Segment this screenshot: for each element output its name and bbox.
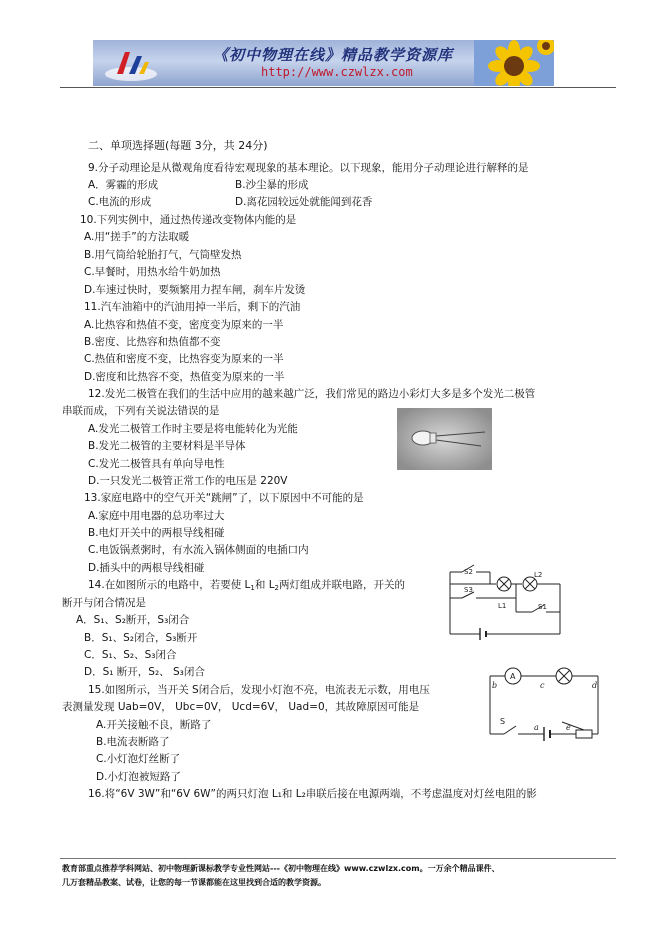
banner-title: 《初中物理在线》精品教学资源库	[213, 46, 454, 64]
q14-stem-part1: 14.在如图所示的电路中，若要使 L	[88, 579, 251, 591]
q14-stem-line2: 断开与闭合情况是	[62, 597, 146, 609]
q14-stem-line1	[88, 578, 405, 595]
q14-sub-1: 1	[250, 584, 255, 592]
q13-option-c: C.电饭锅煮粥时，有水流入锅体侧面的电插口内	[88, 544, 309, 556]
q14-label-l2: L2	[534, 571, 543, 579]
sunflower-icon	[474, 40, 554, 86]
q9-stem: 9.分子动理论是从微观角度看待宏观现象的基本理论。以下现象，能用分子动理论进行解释的是	[88, 162, 529, 174]
q15-label-c: c	[540, 681, 545, 690]
q12-stem-line1: 12.发光二极管在我们的生活中应用的越来越广泛，我们常见的路边小彩灯大多是多个发光二极管	[88, 388, 536, 400]
q15-option-a: A.开关接触不良，断路了	[96, 719, 212, 731]
q14-option-c: C．S₁、S₂、S₃闭合	[84, 649, 177, 661]
q13-option-d: D.插头中的两根导线相碰	[88, 562, 205, 574]
q10-option-b: B.用气筒给轮胎打气，气筒壁发热	[84, 249, 242, 261]
footer-line-2: 几万套精品教案、试卷，让您的每一节课都能在这里找到合适的教学资源。	[62, 878, 326, 887]
q11-option-a: A.比热容和热值不变，密度变为原来的一半	[84, 319, 284, 331]
q15-option-d: D.小灯泡被短路了	[96, 771, 181, 783]
q15-circuit-diagram	[476, 662, 606, 746]
q12-option-b: B.发光二极管的主要材料是半导体	[88, 440, 246, 452]
section-title: 二、单项选择题(每题 3分，共 24分)	[88, 139, 268, 152]
q9-option-d: D.离花园较远处就能闻到花香	[235, 196, 373, 208]
q16-stem: 16.将“6V 3W”和“6V 6W”的两只灯泡 L₁和 L₂串联后接在电源两端，不考虑温度对灯丝电阻的影	[88, 788, 537, 800]
q14-label-s2: S2	[464, 568, 473, 576]
q13-option-b: B.电灯开关中的两根导线相碰	[88, 527, 225, 539]
q15-label-d: d	[592, 681, 598, 690]
footer-line-1: 教育部重点推荐学科网站、初中物理新课标教学专业性网站---《初中物理在线》www.czwlzx.com。一万余个精品课件、	[62, 864, 500, 873]
q12-option-c: C.发光二极管具有单向导电性	[88, 458, 225, 470]
q14-stem-part3: 两灯组成并联电路，开关的	[279, 579, 406, 591]
q14-label-s3: S3	[464, 586, 473, 594]
q15-ammeter-label: A	[510, 672, 516, 681]
q14-option-b: B．S₁、S₂闭合，S₃断开	[84, 632, 198, 644]
q15-option-b: B.电流表断路了	[96, 736, 170, 748]
q11-option-d: D.密度和比热容不变，热值变为原来的一半	[84, 371, 285, 383]
q10-stem: 10.下列实例中，通过热传递改变物体内能的是	[80, 214, 297, 226]
q15-stem-line1: 15.如图所示，当开关 S闭合后，发现小灯泡不亮，电流表无示数，用电压	[88, 684, 430, 696]
q14-circuit-diagram	[442, 562, 567, 640]
q11-option-b: B.密度、比热容和热值都不变	[84, 336, 221, 348]
q14-stem-part2: 和 L	[254, 579, 275, 591]
q15-label-e: e	[566, 723, 571, 732]
q9-option-a: A．雾霾的形成	[88, 179, 159, 191]
banner-url[interactable]: http://www.czwlzx.com	[261, 65, 413, 79]
q15-label-s: S	[500, 717, 506, 726]
footer-rule	[60, 858, 616, 859]
q15-label-b: b	[492, 681, 498, 690]
header-rule	[60, 87, 616, 88]
q12-option-a: A.发光二极管工作时主要是将电能转化为光能	[88, 423, 298, 435]
header-banner	[93, 40, 554, 86]
q10-option-d: D.车速过快时，要频繁用力捏车闸，刹车片发烫	[84, 284, 306, 296]
q10-option-a: A.用“搓手”的方法取暖	[84, 231, 190, 243]
q14-label-l1: L1	[498, 602, 507, 610]
q10-option-c: C.早餐时，用热水给牛奶加热	[84, 266, 221, 278]
q12-stem-line2: 串联而成，下列有关说法错误的是	[62, 405, 220, 417]
q11-stem: 11.汽车油箱中的汽油用掉一半后，剩下的汽油	[84, 301, 301, 313]
q12-option-d: D.一只发光二极管正常工作的电压是 220V	[88, 475, 288, 487]
led-photo	[397, 408, 492, 470]
q14-sub-2: 2	[274, 584, 280, 592]
q11-option-c: C.热值和密度不变，比热容变为原来的一半	[84, 353, 284, 365]
q9-option-b: B.沙尘暴的形成	[235, 179, 309, 191]
q14-label-s1: S1	[538, 603, 547, 611]
q13-stem: 13.家庭电路中的空气开关“跳闸”了，以下原因中不可能的是	[84, 492, 364, 504]
q15-option-c: C.小灯泡灯丝断了	[96, 753, 181, 765]
q9-option-c: C.电流的形成	[88, 196, 152, 208]
q14-option-a: A．S₁、S₂断开，S₃闭合	[76, 614, 190, 626]
q13-option-a: A.家庭中用电器的总功率过大	[88, 510, 225, 522]
q14-option-d: D．S₁ 断开，S₂、 S₃闭合	[84, 666, 205, 678]
logo-icon	[103, 44, 159, 84]
q15-label-a: a	[534, 723, 539, 732]
q15-stem-line2: 表测量发现 Uab=0V， Ubc=0V， Ucd=6V， Uad=0，其故障原因可能是	[62, 701, 420, 713]
